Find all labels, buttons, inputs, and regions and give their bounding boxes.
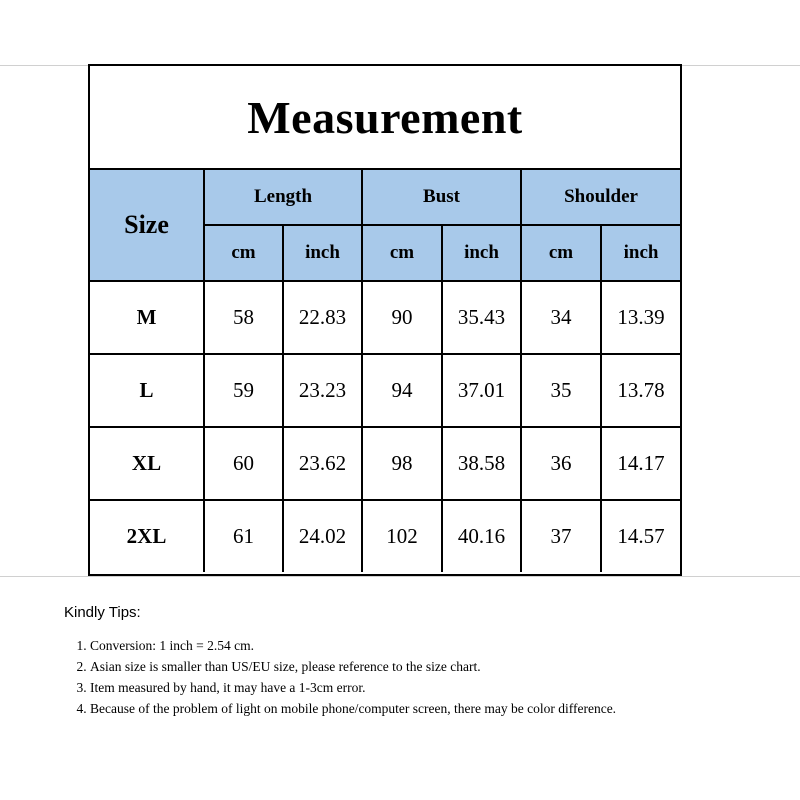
table-cell: 90	[362, 281, 442, 354]
table-cell: 35	[521, 354, 601, 427]
unit-header: inch	[283, 225, 362, 281]
tip-item: 4. Because of the problem of light on mobile phone/computer screen, there may be color difference.	[90, 698, 704, 719]
tips-list	[64, 635, 704, 719]
table-cell: 37	[521, 500, 601, 572]
tip-item: 1. Conversion: 1 inch = 2.54 cm.	[90, 635, 704, 656]
table-row	[90, 281, 680, 354]
unit-header: cm	[204, 225, 283, 281]
table-cell: 60	[204, 427, 283, 500]
table-cell: 58	[204, 281, 283, 354]
size-cell: XL	[90, 427, 204, 500]
size-header: Size	[90, 170, 204, 281]
unit-header: cm	[521, 225, 601, 281]
table-cell: 38.58	[442, 427, 521, 500]
size-cell: M	[90, 281, 204, 354]
table-cell: 13.78	[601, 354, 680, 427]
table-cell: 13.39	[601, 281, 680, 354]
table-cell: 36	[521, 427, 601, 500]
bust-header: Bust	[362, 170, 521, 225]
unit-header: inch	[442, 225, 521, 281]
size-grid	[90, 170, 680, 572]
measurement-table	[88, 64, 682, 576]
table-cell: 102	[362, 500, 442, 572]
table-cell: 61	[204, 500, 283, 572]
table-cell: 24.02	[283, 500, 362, 572]
tips-title: Kindly Tips:	[64, 604, 141, 621]
table-cell: 14.57	[601, 500, 680, 572]
size-cell: L	[90, 354, 204, 427]
unit-header: inch	[601, 225, 680, 281]
table-cell: 98	[362, 427, 442, 500]
shoulder-header: Shoulder	[521, 170, 680, 225]
table-cell: 23.62	[283, 427, 362, 500]
table-cell: 37.01	[442, 354, 521, 427]
length-header: Length	[204, 170, 362, 225]
unit-header: cm	[362, 225, 442, 281]
table-cell: 23.23	[283, 354, 362, 427]
table-cell: 14.17	[601, 427, 680, 500]
table-row	[90, 500, 680, 572]
table-row	[90, 354, 680, 427]
table-cell: 94	[362, 354, 442, 427]
bottom-divider	[0, 576, 800, 577]
table-cell: 40.16	[442, 500, 521, 572]
tip-item: 3. Item measured by hand, it may have a 1-3cm error.	[90, 677, 704, 698]
size-cell: 2XL	[90, 500, 204, 572]
tip-item: 2. Asian size is smaller than US/EU size, please reference to the size chart.	[90, 656, 704, 677]
kindly-tips	[64, 604, 704, 719]
table-cell: 35.43	[442, 281, 521, 354]
table-title: Measurement	[90, 66, 680, 170]
table-cell: 22.83	[283, 281, 362, 354]
table-cell: 59	[204, 354, 283, 427]
table-row	[90, 427, 680, 500]
table-cell: 34	[521, 281, 601, 354]
